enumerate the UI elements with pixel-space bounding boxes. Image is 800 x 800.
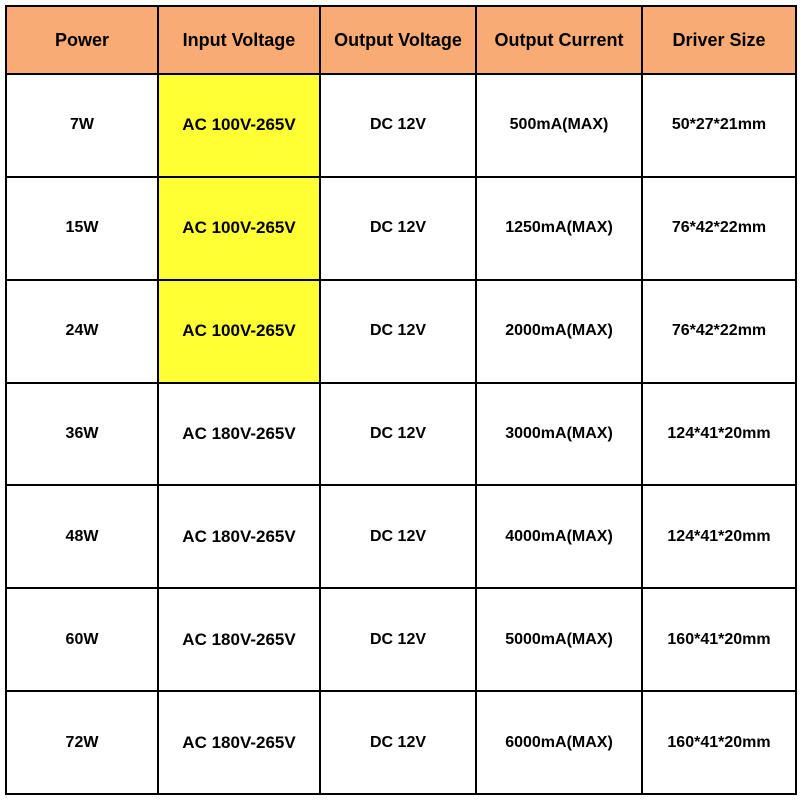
cell-output-voltage: DC 12V xyxy=(320,691,476,794)
cell-output-voltage: DC 12V xyxy=(320,177,476,280)
driver-spec-table xyxy=(5,5,797,795)
header-output-voltage: Output Voltage xyxy=(320,6,476,74)
table-header xyxy=(6,6,796,74)
cell-input-voltage: AC 180V-265V xyxy=(158,588,320,691)
cell-output-current: 1250mA(MAX) xyxy=(476,177,642,280)
cell-power: 24W xyxy=(6,280,158,383)
cell-input-voltage: AC 100V-265V xyxy=(158,74,320,177)
cell-driver-size: 160*41*20mm xyxy=(642,588,796,691)
cell-input-voltage: AC 180V-265V xyxy=(158,691,320,794)
header-row xyxy=(6,6,796,74)
cell-output-current: 500mA(MAX) xyxy=(476,74,642,177)
cell-power: 7W xyxy=(6,74,158,177)
cell-driver-size: 76*42*22mm xyxy=(642,177,796,280)
cell-driver-size: 124*41*20mm xyxy=(642,383,796,486)
cell-input-voltage: AC 180V-265V xyxy=(158,383,320,486)
cell-input-voltage: AC 100V-265V xyxy=(158,280,320,383)
cell-power: 36W xyxy=(6,383,158,486)
cell-power: 48W xyxy=(6,485,158,588)
table-row xyxy=(6,74,796,177)
table-row xyxy=(6,177,796,280)
cell-output-voltage: DC 12V xyxy=(320,383,476,486)
cell-input-voltage: AC 180V-265V xyxy=(158,485,320,588)
table-row xyxy=(6,691,796,794)
table-row xyxy=(6,383,796,486)
cell-driver-size: 76*42*22mm xyxy=(642,280,796,383)
header-input-voltage: Input Voltage xyxy=(158,6,320,74)
cell-power: 72W xyxy=(6,691,158,794)
header-driver-size: Driver Size xyxy=(642,6,796,74)
cell-output-voltage: DC 12V xyxy=(320,280,476,383)
cell-output-voltage: DC 12V xyxy=(320,588,476,691)
table-row xyxy=(6,280,796,383)
cell-output-current: 3000mA(MAX) xyxy=(476,383,642,486)
cell-driver-size: 160*41*20mm xyxy=(642,691,796,794)
cell-driver-size: 124*41*20mm xyxy=(642,485,796,588)
cell-output-current: 4000mA(MAX) xyxy=(476,485,642,588)
table-row xyxy=(6,588,796,691)
cell-power: 15W xyxy=(6,177,158,280)
cell-output-voltage: DC 12V xyxy=(320,485,476,588)
cell-power: 60W xyxy=(6,588,158,691)
header-power: Power xyxy=(6,6,158,74)
cell-output-current: 5000mA(MAX) xyxy=(476,588,642,691)
cell-driver-size: 50*27*21mm xyxy=(642,74,796,177)
cell-input-voltage: AC 100V-265V xyxy=(158,177,320,280)
table-body xyxy=(6,74,796,794)
cell-output-current: 6000mA(MAX) xyxy=(476,691,642,794)
table-row xyxy=(6,485,796,588)
cell-output-current: 2000mA(MAX) xyxy=(476,280,642,383)
cell-output-voltage: DC 12V xyxy=(320,74,476,177)
header-output-current: Output Current xyxy=(476,6,642,74)
